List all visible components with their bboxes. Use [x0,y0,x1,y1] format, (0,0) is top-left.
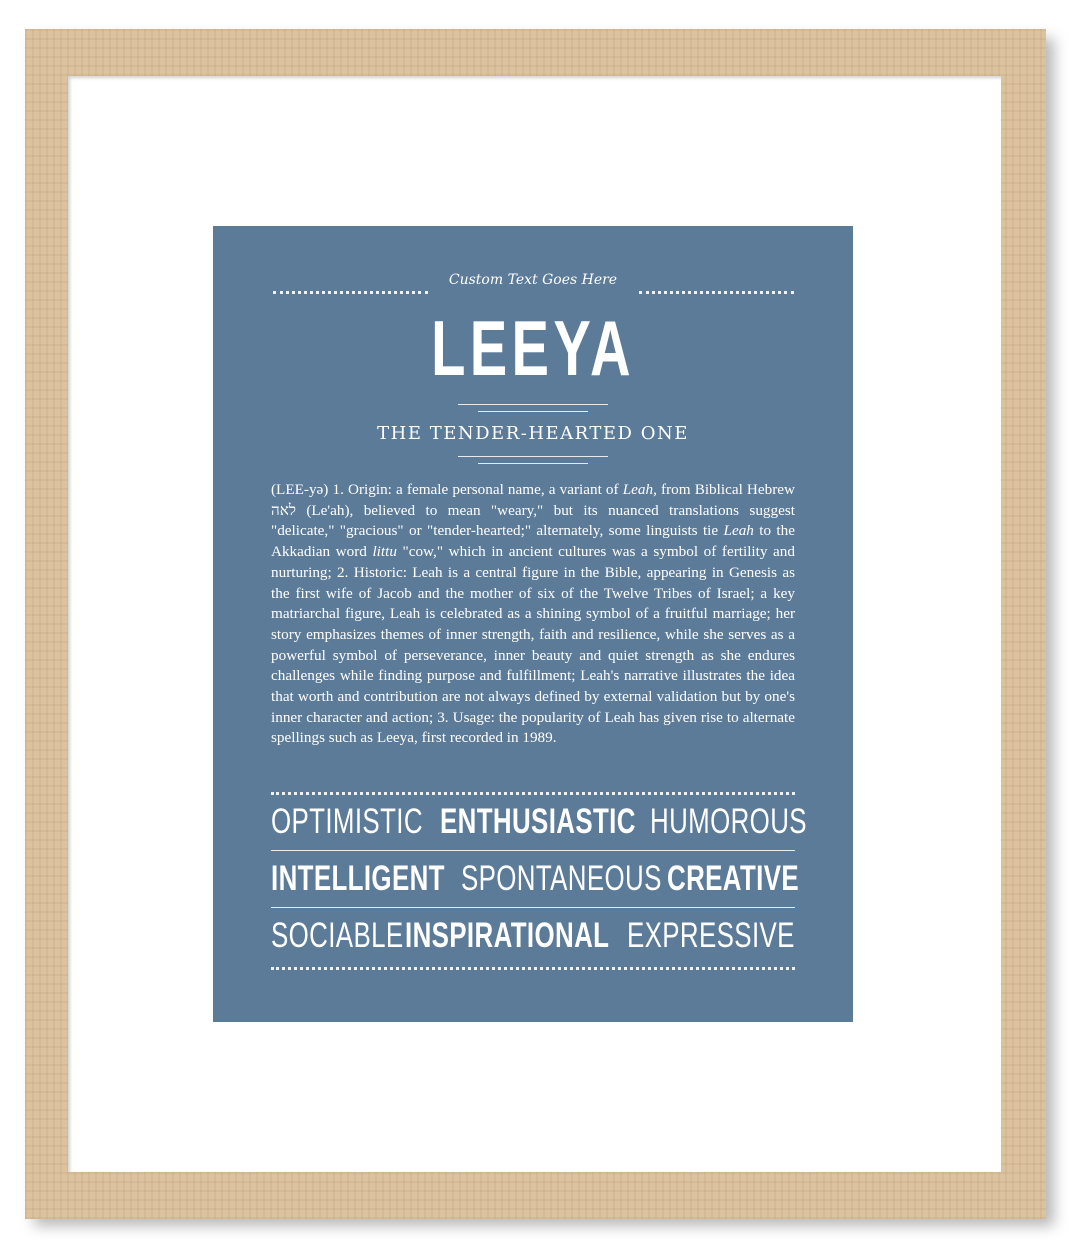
trait: CREATIVE [667,859,799,898]
bottom-rule-2 [478,463,588,464]
traits-block [271,794,807,964]
leah-italic: Leah [723,522,754,540]
top-rule-1 [458,404,608,405]
name-title: LEEYA [431,304,635,392]
trait: INTELLIGENT [271,859,445,898]
bottom-rule-1 [458,456,608,457]
trait-row-1 [271,794,807,850]
trait: ENTHUSIASTIC [440,802,636,841]
definition-text: (LEE-yə) 1. Origin: a female personal name, a variant of Leah, from Biblical Hebrew לאה (Le'ah), believed to mean "weary," but its nuanced translations suggest "delicate," "gracious" or "tender-hearted;" alternately, some linguists tie Leah to the Akkadian word littu "cow," which in ancient cultures was a symbol of fertility and nurturing; 2. Historic: Leah is a central figure in the Bible, appearing in Genesis as the first wife of Jacob and the mother of six of the Twelve Tribes of Israel; a key matriarchal figure, Leah is celebrated as a shining symbol of a fruitful marriage; her story emphasizes themes of inner strength, faith and resilience, while she serves as a powerful symbol of perseverance, inner beauty and quiet strength as she endures challenges while finding purpose and fulfillment; Leah's narrative illustrates the idea that worth and contribution are not always defined by external validation but by one's inner character and action; 3. Usage: the popularity of Leah has given rise to alternate spellings such as Leeya, first recorded in 1989. [271,481,795,747]
name-print [213,226,853,1022]
trait: SPONTANEOUS [461,859,662,898]
dotted-divider-left [273,291,428,294]
trait: INSPIRATIONAL [405,916,610,955]
pronunciation: (LEE-yə) [271,481,329,498]
wood-frame [25,29,1046,1219]
top-rule-2 [478,411,588,412]
trait: OPTIMISTIC [271,802,423,841]
mat-board [68,76,1001,1172]
leah-italic: Leah [622,481,654,498]
dotted-divider-traits-bottom [271,967,795,970]
name-meaning: THE TENDER-HEARTED ONE [377,423,689,444]
dotted-divider-right [639,291,794,294]
custom-text: Custom Text Goes Here [448,272,618,288]
littu-italic: littu [372,543,397,561]
trait: EXPRESSIVE [627,916,795,955]
trait-row-3 [271,908,795,964]
trait: SOCIABLE [271,916,404,955]
trait-row-2 [271,851,799,907]
trait: HUMOROUS [650,802,807,841]
